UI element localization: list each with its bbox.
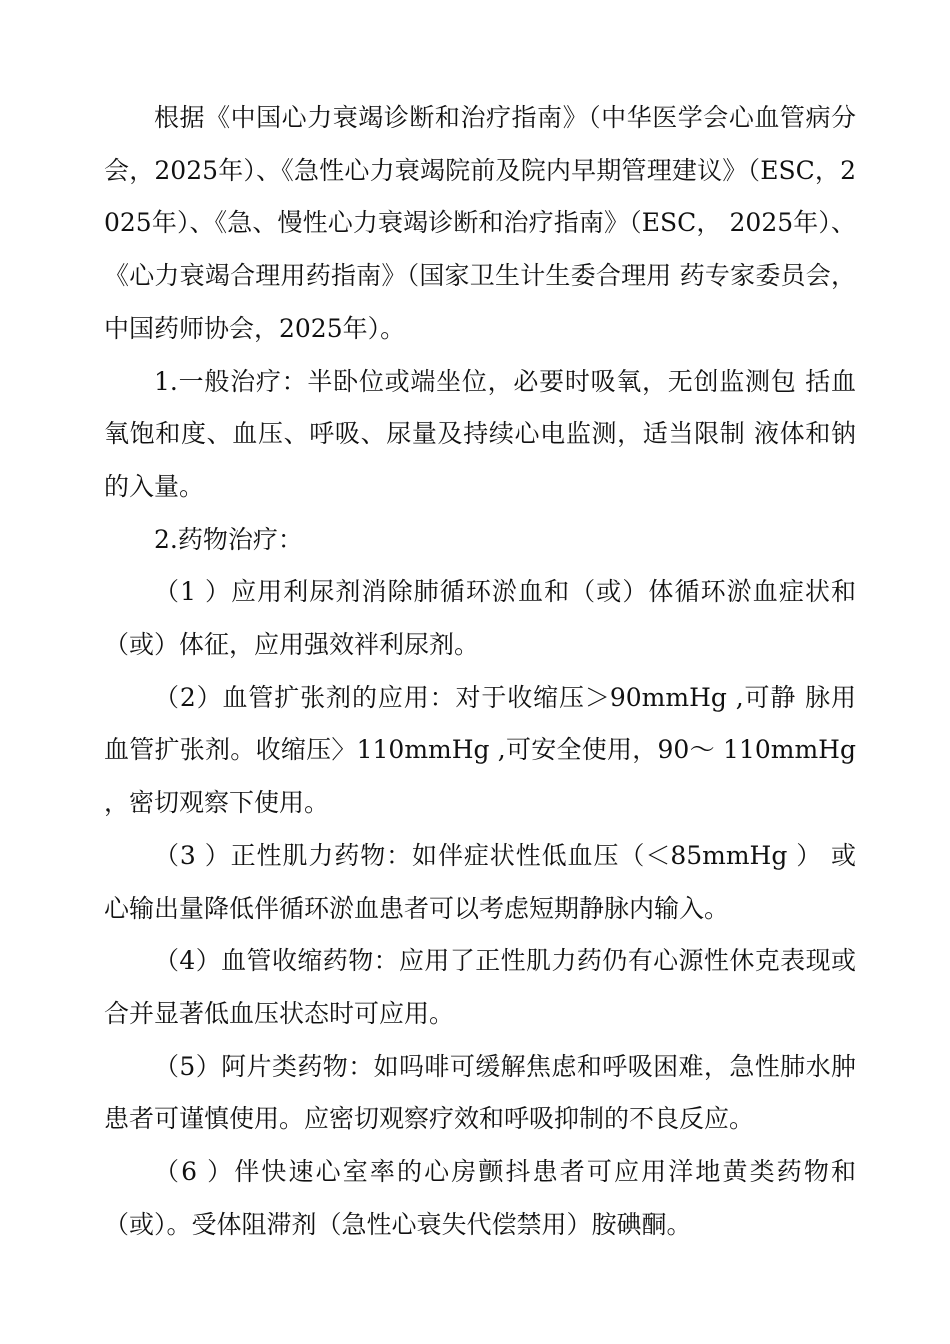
paragraph-drug-treatment-heading: 2.药物治疗： [154, 524, 303, 554]
document-body [104, 92, 856, 1251]
paragraph-references: 根据《中国心力衰竭诊断和治疗指南》（中华医学会心血管病分会，2025年）、《急性心力衰竭院前及院内早期管理建议》（ESC，2025年）、《急、慢性心力衰竭诊断和治疗指南》（ESC， 2025年）、《心力衰竭合理用药指南》（国家卫生计生委合理用 药专家委员会，中国药师协会，2025年）。 [104, 103, 856, 343]
paragraph-opioids: （5）阿片类药物：如吗啡可缓解焦虑和呼吸困难，急性肺水肿患者可谨慎使用。应密切观察疗效和呼吸抑制的不良反应。 [104, 1051, 856, 1134]
paragraph-inotropes: （3 ）正性肌力药物：如伴症状性低血压（＜85mmHg ） 或心输出量降低伴循环淤血患者可以考虑短期静脉内输入。 [104, 840, 856, 923]
paragraph-vasoconstrictors: （4）血管收缩药物：应用了正性肌力药仍有心源性休克表现或合并显著低血压状态时可应用。 [104, 946, 856, 1028]
paragraph-vasodilators: （2）血管扩张剂的应用：对于收缩压＞90mmHg ,可静 脉用血管扩张剂。收缩压〉110mmHg ,可安全使用，90〜 110mmHg ，密切观察下使用。 [104, 682, 856, 818]
paragraph-general-treatment: 1.一般治疗：半卧位或端坐位，必要时吸氧，无创监测包 括血氧饱和度、血压、呼吸、尿量及持续心电监测，适当限制 液体和钠的入量。 [104, 366, 856, 501]
paragraph-diuretics: （1 ）应用利尿剂消除肺循环淤血和（或）体循环淤血症状和（或）体征，应用强效袢利尿剂。 [104, 577, 856, 660]
paragraph-atrial-fibrillation: （6 ）伴快速心室率的心房颤抖患者可应用洋地黄类药物和（或）。受体阻滞剂（急性心衰失代偿禁用）胺碘酮。 [104, 1157, 856, 1239]
